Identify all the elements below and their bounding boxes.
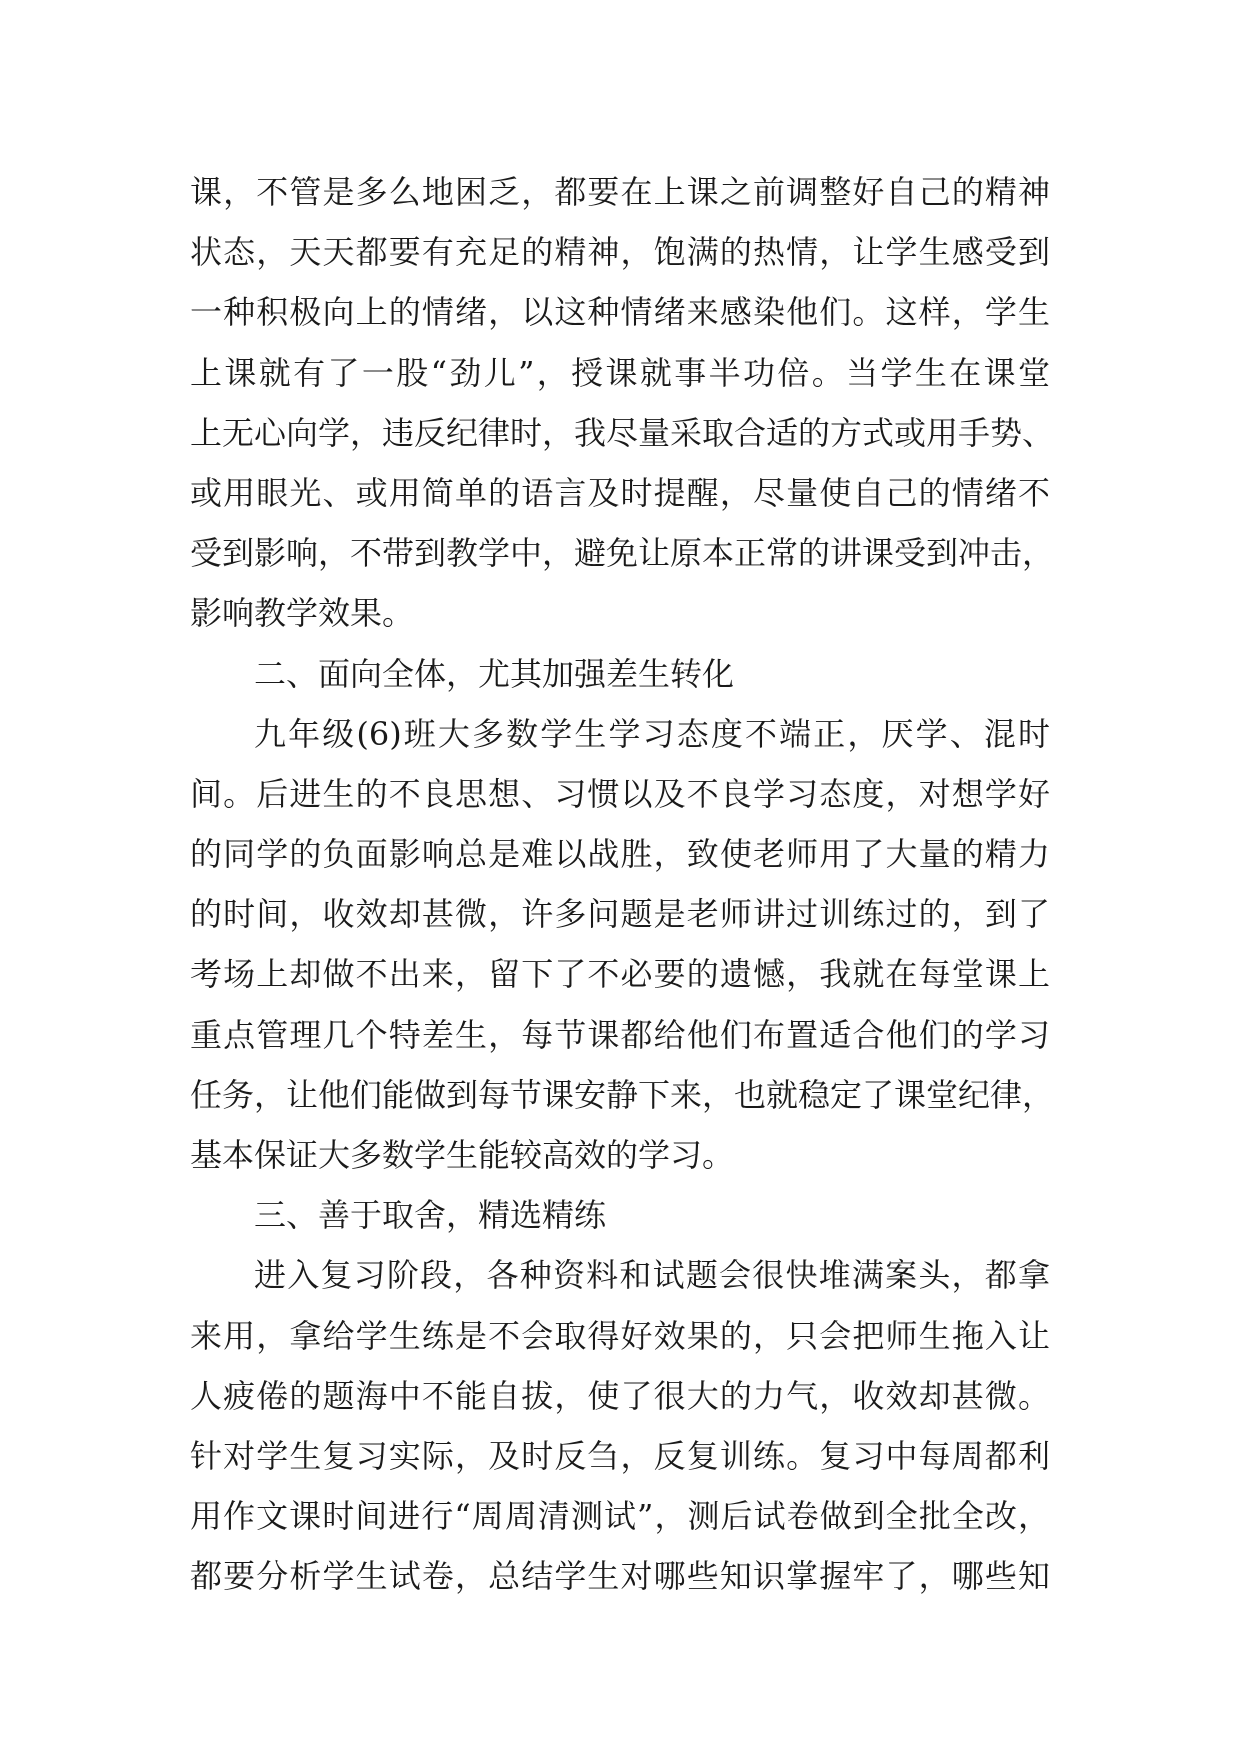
text-line: 一种积极向上的情绪，以这种情绪来感染他们。这样，学生: [190, 293, 1050, 332]
text-line: 进入复习阶段，各种资料和试题会很快堆满案头，都拿: [254, 1256, 1050, 1295]
text-line: 或用眼光、或用简单的语言及时提醒，尽量使自己的情绪不: [190, 473, 1050, 512]
text-line: 来用，拿给学生练是不会取得好效果的，只会把师生拖入让: [190, 1316, 1050, 1355]
text-line: 重点管理几个特差生，每节课都给他们布置适合他们的学习: [190, 1015, 1050, 1054]
text-line: 的同学的负面影响总是难以战胜，致使老师用了大量的精力: [190, 835, 1050, 874]
section-heading: 三、善于取舍，精选精练: [254, 1196, 607, 1235]
text-line: 上无心向学，违反纪律时，我尽量采取合适的方式或用手势、: [190, 413, 1055, 452]
text-line: 人疲倦的题海中不能自拔，使了很大的力气，收效却甚微。: [190, 1376, 1050, 1415]
text-line: 间。后进生的不良思想、习惯以及不良学习态度，对想学好: [190, 774, 1050, 813]
text-line: 九年级(6)班大多数学生学习态度不端正，厌学、混时: [254, 714, 1050, 753]
text-line: 影响教学效果。: [190, 594, 415, 633]
text-line: 上课就有了一股“劲儿”，授课就事半功倍。当学生在课堂: [190, 353, 1050, 392]
text-line: 状态，天天都要有充足的精神，饱满的热情，让学生感受到: [190, 233, 1050, 272]
text-line: 的时间，收效却甚微，许多问题是老师讲过训练过的，到了: [190, 895, 1050, 934]
text-line: 针对学生复习实际，及时反刍，反复训练。复习中每周都利: [190, 1436, 1050, 1475]
text-line: 基本保证大多数学生能较高效的学习。: [190, 1136, 735, 1174]
text-line: 任务，让他们能做到每节课安静下来，也就稳定了课堂纪律，: [190, 1075, 1055, 1114]
section-heading: 二、面向全体，尤其加强差生转化: [254, 654, 735, 693]
text-line: 用作文课时间进行“周周清测试”，测后试卷做到全批全改，: [190, 1497, 1050, 1536]
text-line: 受到影响，不带到教学中，避免让原本正常的讲课受到冲击，: [190, 534, 1055, 573]
body-text: [190, 162, 1055, 1607]
text-line: 课，不管是多么地困乏，都要在上课之前调整好自己的精神: [190, 173, 1050, 211]
text-line: 都要分析学生试卷，总结学生对哪些知识掌握牢了，哪些知: [190, 1557, 1050, 1596]
text-line: 考场上却做不出来，留下了不必要的遗憾，我就在每堂课上: [190, 955, 1050, 994]
